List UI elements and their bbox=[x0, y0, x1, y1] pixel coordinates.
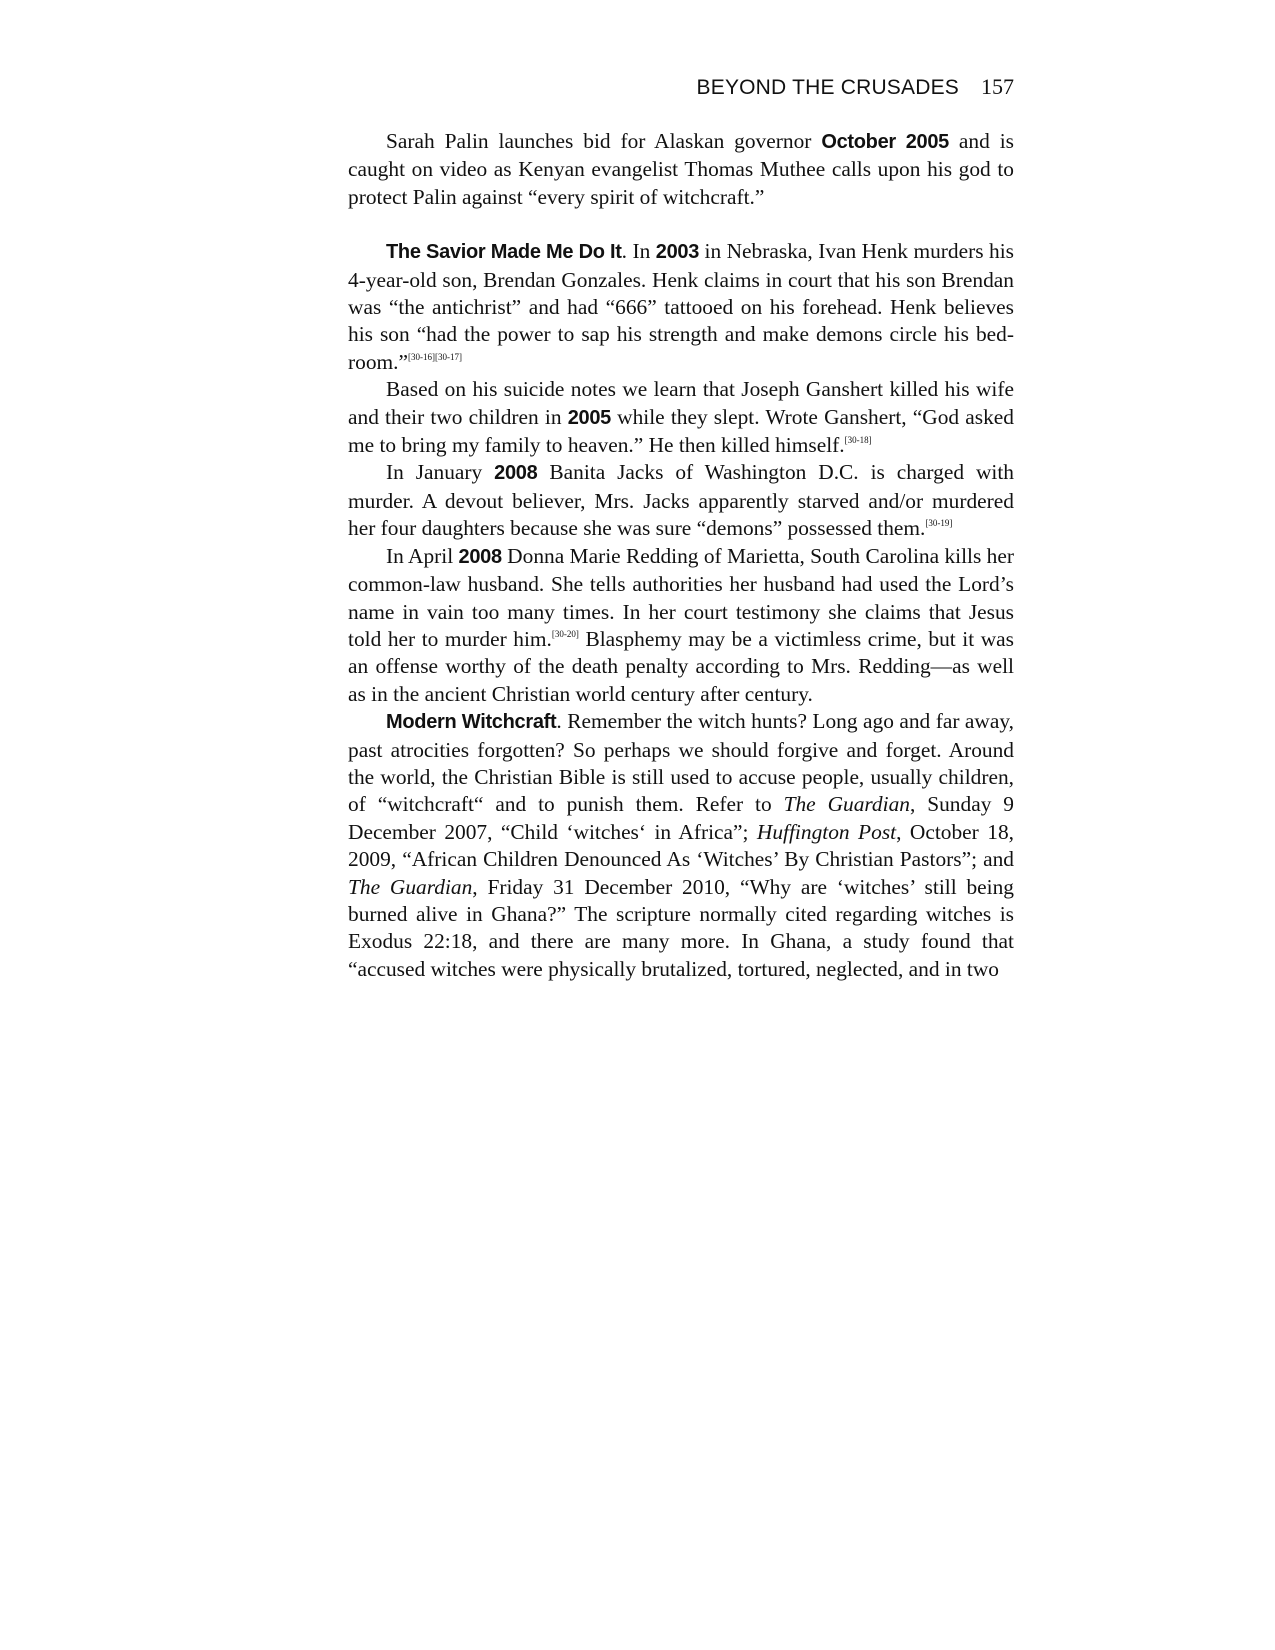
redding-text-end: Blasphemy may be a victimless crime, but it was an offense worthy of the death penalty according to Mrs. Redding—as well as in the ancient Christian world century after century. bbox=[348, 626, 1014, 706]
palin-date: October 2005 bbox=[821, 131, 950, 153]
publication-title: The Guardian bbox=[783, 792, 910, 817]
savior-year: 2003 bbox=[655, 241, 700, 264]
footnote-ref: [30-20] bbox=[551, 628, 579, 639]
running-header bbox=[348, 74, 1014, 100]
redding-text-cont: Donna Marie Redding of Marietta, South Carolina kills her common-law husband. She tells authorities her husband had used the Lord’s name in vain too many times. In her court testimony she claims that Jesus told her to murder him. bbox=[348, 543, 1014, 651]
paragraph-redding bbox=[348, 543, 1014, 708]
publication-title: The Guardian bbox=[348, 874, 473, 899]
ganshert-text: Based on his suicide notes we learn that Joseph Ganshert killed his wife and their two children in bbox=[348, 377, 1014, 429]
jacks-text-cont: Banita Jacks of Washington D.C. is charged with murder. A devout believer, Mrs. Jacks apparently starved and/or murdered her four daughters because she was sure “demons” possessed them. bbox=[348, 460, 1014, 541]
running-title: BEYOND THE CRUSADES bbox=[696, 76, 959, 99]
ganshert-text-cont: while they slept. Wrote Ganshert, “God asked me to bring my family to heaven.” He then killed himself. bbox=[348, 404, 1014, 458]
publication-title: Huffington Post bbox=[756, 819, 897, 844]
witchcraft-text-3: , October 18, 2009, “African Children Denounced As ‘Witches’ By Christian Pastors”; and bbox=[348, 819, 1014, 872]
paragraph-jacks bbox=[348, 459, 1014, 542]
footnote-ref: [30-18] bbox=[844, 435, 872, 446]
witchcraft-text-2: , Sunday 9 December 2007, “Child ‘witches‘ in Africa”; bbox=[348, 792, 1014, 844]
section-heading-witchcraft: Modern Witchcraft bbox=[386, 711, 557, 734]
jacks-year: 2008 bbox=[494, 462, 538, 485]
body-text bbox=[348, 128, 1014, 983]
witchcraft-text-4: , Friday 31 December 2010, “Why are ‘witches’ still being burned alive in Ghana?” The scripture normally cited regarding witches is Exodus 22:18, and there are many more. In Ghana, a study found that “accused witches were physically brutalized, tortured, neglected, and in two bbox=[348, 874, 1014, 981]
paragraph-ganshert bbox=[348, 376, 1014, 459]
page-number: 157 bbox=[981, 74, 1014, 99]
savior-text-cont: in Nebraska, Ivan Henk murders his 4-year-old son, Brendan Gonzales. Henk claims in court that his son Brendan was “the antichrist” and had “666” tattooed on his forehead. Henk believes his son “had the power to sap his strength and make demons circle his bed-room.” bbox=[348, 239, 1014, 374]
section-heading-savior: The Savior Made Me Do It bbox=[386, 241, 622, 264]
footnote-ref: [30-19] bbox=[925, 518, 953, 529]
paragraph-palin bbox=[348, 128, 1014, 211]
footnote-ref: [30-16][30-17] bbox=[408, 351, 462, 362]
palin-text-cont: and is caught on video as Kenyan evangelist Thomas Muthee calls upon his god to protect Palin against “every spirit of witchcraft.” bbox=[348, 129, 1014, 209]
ganshert-year: 2005 bbox=[567, 406, 611, 429]
section-gap bbox=[348, 211, 1014, 238]
witchcraft-text: . Remember the witch hunts? Long ago and far away, past atrocities forgotten? So perhaps we should forgive and forget. Around the world, the Christian Bible is still used to accuse people, usually children, of “witchcraft“ and to punish them. Refer to bbox=[348, 709, 1015, 817]
palin-text: Sarah Palin launches bid for Alaskan governor bbox=[386, 129, 822, 153]
paragraph-witchcraft bbox=[348, 708, 1014, 983]
paragraph-savior bbox=[348, 238, 1014, 376]
redding-text: In April bbox=[386, 543, 459, 568]
redding-year: 2008 bbox=[458, 545, 502, 568]
jacks-text: In January bbox=[386, 460, 495, 485]
savior-text: . In bbox=[621, 239, 656, 264]
